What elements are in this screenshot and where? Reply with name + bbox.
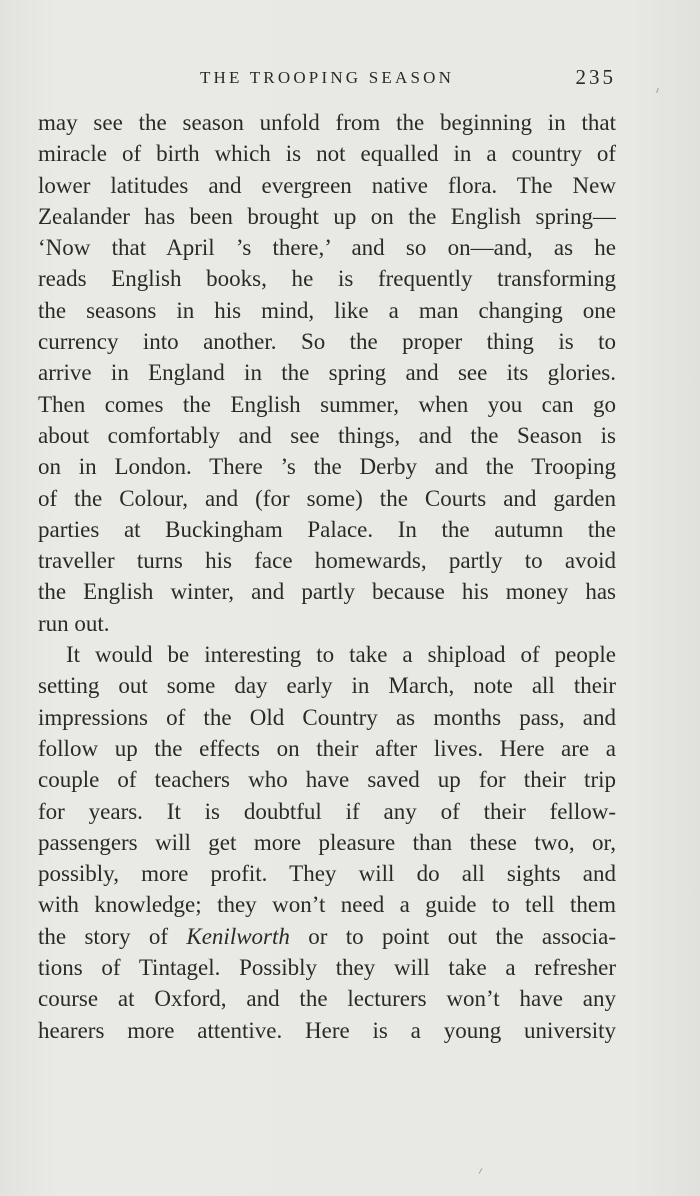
text-line: setting out some day early in March, note all their — [38, 673, 616, 699]
text-line: passengers will get more pleasure than these two, or, — [38, 829, 616, 855]
text-line: miracle of birth which is not equalled in a country of — [38, 141, 616, 167]
italic-title: Kenilworth — [186, 923, 290, 949]
text-line: tions of Tintagel. Possibly they will take a refresher — [38, 955, 616, 981]
paper-speck — [656, 88, 659, 93]
text-line: ‘Now that April ’s there,’ and so on—and, as he — [38, 235, 616, 261]
text-line: traveller turns his face homewards, partly to avoid — [38, 548, 616, 574]
page-number: 235 — [575, 65, 616, 89]
text-line: parties at Buckingham Palace. In the autumn the — [38, 516, 616, 542]
text-line: couple of teachers who have saved up for their trip — [38, 767, 616, 793]
text-line: reads English books, he is frequently transforming — [38, 266, 616, 292]
text-line: hearers more attentive. Here is a young university — [38, 1017, 616, 1043]
text-line: the seasons in his mind, like a man changing one — [38, 297, 616, 323]
text-line: follow up the effects on their after lives. Here are a — [38, 735, 616, 761]
text-line: for years. It is doubtful if any of their fellow- — [38, 798, 616, 824]
text-line: arrive in England in the spring and see its glories. — [38, 360, 616, 386]
text-line: of the Colour, and (for some) the Courts and garden — [38, 485, 616, 511]
text-line: with knowledge; they won’t need a guide to tell them — [38, 892, 616, 918]
text-line: the story of Kenilworth or to point out the associa- — [38, 923, 616, 949]
text-line: lower latitudes and evergreen native flora. The New — [38, 172, 616, 198]
text-line: may see the season unfold from the beginning in that — [38, 110, 616, 135]
text-line: impressions of the Old Country as months pass, and — [38, 704, 616, 730]
text-line: Zealander has been brought up on the English spring— — [38, 203, 616, 229]
running-head — [38, 65, 616, 92]
text-line: currency into another. So the proper thing is to — [38, 329, 616, 355]
text-line: Then comes the English summer, when you can go — [38, 391, 616, 417]
text-line: run out. — [38, 610, 110, 636]
body-text — [38, 107, 616, 1046]
text-line: It would be interesting to take a shipload of people — [66, 642, 616, 668]
text-line: about comfortably and see things, and the Season is — [38, 422, 616, 448]
text-line: course at Oxford, and the lecturers won’t have any — [38, 986, 616, 1012]
text-line: on in London. There ’s the Derby and the Trooping — [38, 454, 616, 480]
running-title: THE TROOPING SEASON — [199, 68, 455, 87]
text-line: the English winter, and partly because his money has — [38, 579, 616, 605]
text-line: possibly, more profit. They will do all sights and — [38, 861, 616, 887]
paper-speck — [479, 1168, 483, 1174]
